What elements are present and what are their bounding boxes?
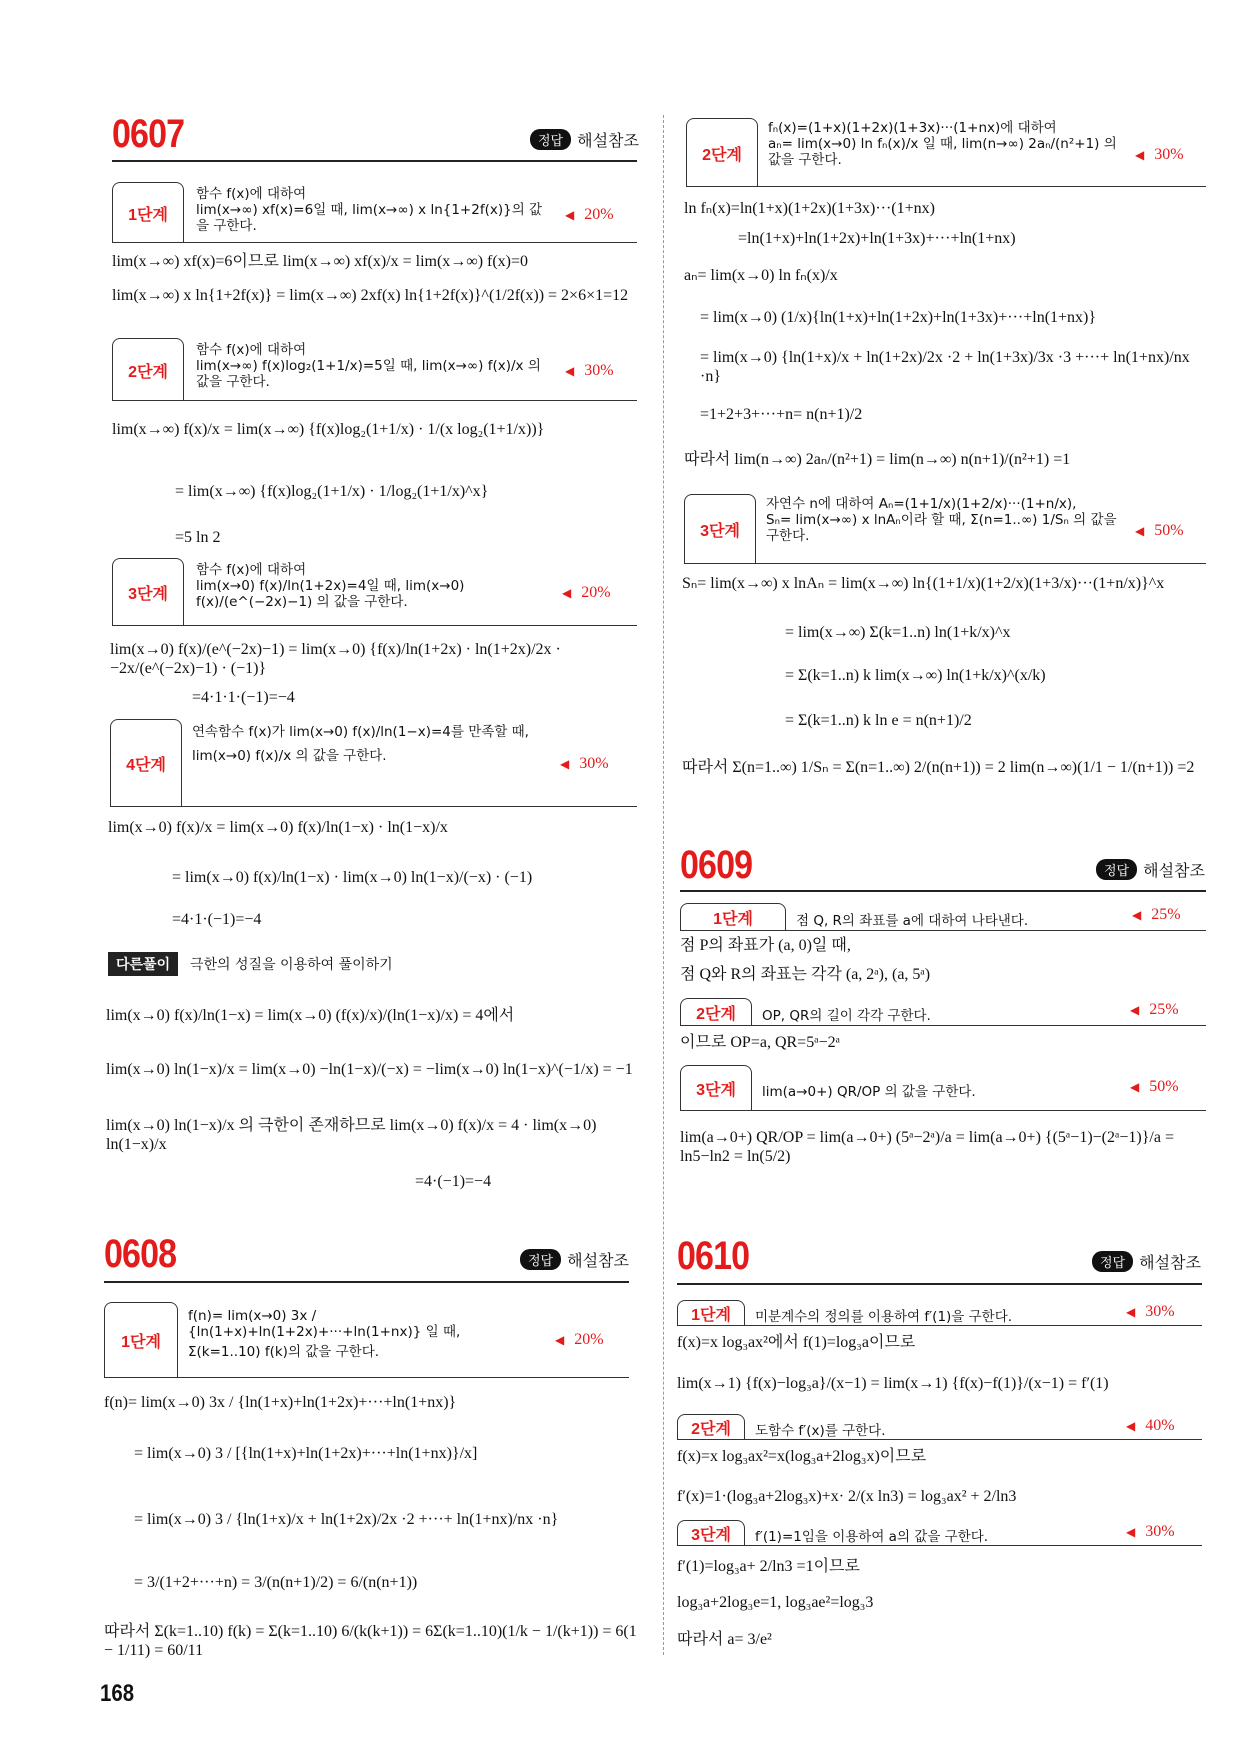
step-description bbox=[192, 724, 546, 764]
math-line: lim(x→∞) xf(x)=6이므로 lim(x→∞) xf(x)/x = lim(x→∞) f(x)=0 bbox=[112, 253, 529, 270]
step-label: 1단계 bbox=[677, 1300, 745, 1326]
math-line: =4·1·1·(−1)=−4 bbox=[192, 689, 295, 706]
triangle-left-icon: ◀ bbox=[565, 364, 575, 378]
step-label: 3단계 bbox=[677, 1520, 745, 1546]
step-description bbox=[196, 342, 551, 390]
math-line: ln fₙ(x)=ln(1+x)(1+2x)(1+3x)···(1+nx) bbox=[684, 200, 935, 217]
triangle-left-icon: ◀ bbox=[555, 1333, 565, 1347]
step-text: lim(x→∞) f(x)log₂(1+1/x)=5일 때, lim(x→∞) f(x)/x 의 값을 구한다. bbox=[196, 358, 541, 390]
triangle-left-icon: ◀ bbox=[560, 757, 570, 771]
math-line: lim(x→0) ln(1−x)/x 의 극한이 존재하므로 lim(x→0) f(x)/x = 4 · lim(x→0) ln(1−x)/x bbox=[106, 1117, 597, 1153]
step-text: OP, QR의 길이 각각 구한다. bbox=[762, 1008, 931, 1024]
step-label: 3단계 bbox=[112, 558, 184, 626]
step-text: 함수 f(x)에 대하여 bbox=[196, 562, 307, 578]
column-divider bbox=[663, 115, 664, 1655]
triangle-left-icon: ◀ bbox=[565, 208, 575, 222]
percent-value: 20% bbox=[574, 1331, 604, 1348]
math-line: =4·1·(−1)=−4 bbox=[172, 911, 262, 928]
step-percent bbox=[562, 584, 611, 602]
math-line: =4·(−1)=−4 bbox=[415, 1173, 492, 1190]
step-text: Σ(k=1..10) f(k)의 값을 구한다. bbox=[188, 1344, 380, 1360]
step-text: 미분계수의 정의를 이용하여 f′(1)을 구한다. bbox=[755, 1309, 1013, 1325]
divider bbox=[112, 400, 637, 401]
math-line: = lim(x→0) 3 / [{ln(1+x)+ln(1+2x)+···+ln(1+nx)}/x] bbox=[134, 1445, 478, 1462]
step-text: 도함수 f′(x)를 구한다. bbox=[755, 1423, 886, 1439]
percent-value: 20% bbox=[584, 206, 614, 223]
step-percent bbox=[565, 206, 614, 224]
step-text: aₙ= lim(x→0) ln fₙ(x)/x 일 때, lim(n→∞) 2aₙ/(n²+1) 의 값을 구한다. bbox=[768, 136, 1117, 168]
problem-number-0607: 0607 bbox=[112, 112, 185, 156]
step-label: 2단계 bbox=[680, 998, 752, 1026]
divider bbox=[112, 625, 637, 626]
answer-text: 해설참조 bbox=[1143, 863, 1205, 880]
math-line: 따라서 Σ(k=1..10) f(k) = Σ(k=1..10) 6/(k(k+1)) = 6Σ(k=1..10)(1/k − 1/(k+1)) = 6(1 − 1/11) = 60/11 bbox=[104, 1623, 637, 1659]
step-percent bbox=[565, 362, 614, 380]
answer-reference bbox=[1092, 1250, 1201, 1273]
math-line: = Σ(k=1..n) k ln e = n(n+1)/2 bbox=[785, 712, 972, 729]
problem-number-0610: 0610 bbox=[677, 1234, 750, 1278]
math-line: Sₙ= lim(x→∞) x lnAₙ = lim(x→∞) ln{(1+1/x)(1+2/x)(1+3/x)···(1+n/x)}^x bbox=[682, 575, 1165, 592]
math-line: lim(a→0+) QR/OP = lim(a→0+) (5ᵃ−2ᵃ)/a = lim(a→0+) {(5ᵃ−1)−(2ᵃ−1)}/a = ln5−ln2 = ln(5/2) bbox=[680, 1129, 1174, 1165]
step-text: 연속함수 f(x)가 lim(x→0) f(x)/ln(1−x)=4를 만족할 때, bbox=[192, 724, 529, 740]
math-line: = lim(x→0) {ln(1+x)/x + ln(1+2x)/2x ·2 + ln(1+3x)/3x ·3 +···+ ln(1+nx)/nx ·n} bbox=[700, 349, 1190, 385]
percent-value: 25% bbox=[1149, 1001, 1179, 1018]
answer-text: 해설참조 bbox=[1139, 1255, 1201, 1272]
divider bbox=[677, 1325, 1202, 1326]
step-text: 점 Q, R의 좌표를 a에 대하여 나타낸다. bbox=[796, 913, 1029, 929]
math-line: lim(x→∞) f(x)/x = lim(x→∞) {f(x)log₂(1+1/x) · 1/(x log₂(1+1/x))} bbox=[112, 421, 545, 438]
triangle-left-icon: ◀ bbox=[1126, 1419, 1136, 1433]
step-text: lim(x→0) f(x)/ln(1+2x)=4일 때, lim(x→0) f(x)/(e^(−2x)−1) 의 값을 구한다. bbox=[196, 578, 465, 610]
math-line: 점 P의 좌표가 (a, 0)일 때, bbox=[680, 937, 851, 954]
answer-pill: 정답 bbox=[1096, 859, 1137, 880]
math-line: log₃a+2log₃e=1, log₃ae²=log₃3 bbox=[677, 1594, 874, 1611]
answer-pill: 정답 bbox=[1092, 1251, 1133, 1272]
step-label: 1단계 bbox=[104, 1302, 178, 1378]
divider bbox=[684, 563, 1206, 564]
triangle-left-icon: ◀ bbox=[1126, 1305, 1136, 1319]
triangle-left-icon: ◀ bbox=[1130, 1003, 1140, 1017]
step-percent bbox=[1126, 1417, 1175, 1435]
step-percent bbox=[560, 755, 609, 773]
percent-value: 30% bbox=[579, 755, 609, 772]
answer-pill: 정답 bbox=[530, 129, 571, 150]
percent-value: 30% bbox=[1154, 146, 1184, 163]
triangle-left-icon: ◀ bbox=[1126, 1525, 1136, 1539]
percent-value: 25% bbox=[1151, 906, 1181, 923]
math-line: 이므로 OP=a, QR=5ᵃ−2ᵃ bbox=[680, 1034, 840, 1051]
divider bbox=[677, 1439, 1202, 1440]
step-description bbox=[196, 186, 551, 234]
step-text: 함수 f(x)에 대하여 bbox=[196, 186, 307, 202]
triangle-left-icon: ◀ bbox=[1132, 908, 1142, 922]
answer-text: 해설참조 bbox=[567, 1253, 629, 1270]
percent-value: 50% bbox=[1154, 522, 1184, 539]
triangle-left-icon: ◀ bbox=[1130, 1080, 1140, 1094]
answer-reference bbox=[520, 1248, 629, 1271]
step-text: 자연수 n에 대하여 Aₙ=(1+1/x)(1+2/x)···(1+n/x), bbox=[766, 496, 1077, 512]
step-label: 2단계 bbox=[677, 1414, 745, 1440]
step-text: lim(a→0+) QR/OP 의 값을 구한다. bbox=[762, 1084, 976, 1100]
math-line: = lim(x→0) (1/x){ln(1+x)+ln(1+2x)+ln(1+3x)+···+ln(1+nx)} bbox=[700, 309, 1097, 326]
step-label: 3단계 bbox=[680, 1065, 752, 1111]
math-line: f(x)=x log₃ax²에서 f(1)=log₃a이므로 bbox=[677, 1334, 916, 1351]
divider bbox=[677, 1545, 1202, 1546]
math-line: lim(x→∞) x ln{1+2f(x)} = lim(x→∞) 2xf(x) ln{1+2f(x)}^(1/2f(x)) = 2×6×1=12 bbox=[112, 287, 629, 304]
math-line: = 3/(1+2+···+n) = 3/(n(n+1)/2) = 6/(n(n+1)) bbox=[134, 1574, 418, 1591]
percent-value: 40% bbox=[1145, 1417, 1175, 1434]
step-label: 3단계 bbox=[684, 494, 756, 564]
divider bbox=[680, 1025, 1206, 1026]
step-text: 함수 f(x)에 대하여 bbox=[196, 342, 307, 358]
step-label: 4단계 bbox=[110, 719, 182, 807]
math-line: = lim(x→∞) {f(x)log₂(1+1/x) · 1/log₂(1+1/x)^x} bbox=[175, 483, 489, 500]
math-line: 따라서 Σ(n=1..∞) 1/Sₙ = Σ(n=1..∞) 2/(n(n+1)) = 2 lim(n→∞)(1/1 − 1/(n+1)) =2 bbox=[682, 759, 1195, 776]
step-description bbox=[188, 1308, 543, 1360]
step-percent bbox=[555, 1331, 604, 1349]
math-line: = Σ(k=1..n) k lim(x→∞) ln(1+k/x)^(x/k) bbox=[785, 667, 1046, 684]
answer-pill: 정답 bbox=[520, 1249, 561, 1270]
triangle-left-icon: ◀ bbox=[562, 586, 572, 600]
math-line: 따라서 lim(n→∞) 2aₙ/(n²+1) = lim(n→∞) n(n+1)/(n²+1) =1 bbox=[684, 451, 1071, 468]
divider bbox=[104, 1377, 629, 1378]
math-line: =ln(1+x)+ln(1+2x)+ln(1+3x)+···+ln(1+nx) bbox=[738, 230, 1016, 247]
percent-value: 20% bbox=[581, 584, 611, 601]
step-percent bbox=[1126, 1303, 1175, 1321]
page-number: 168 bbox=[100, 1680, 135, 1707]
math-line: lim(x→0) f(x)/x = lim(x→0) f(x)/ln(1−x) · ln(1−x)/x bbox=[108, 819, 448, 836]
divider bbox=[680, 1110, 1206, 1111]
step-label: 2단계 bbox=[112, 338, 184, 401]
step-text: Sₙ= lim(x→∞) x lnAₙ이라 할 때, Σ(n=1..∞) 1/Sₙ 의 값을 구한다. bbox=[766, 512, 1117, 544]
math-line: 점 Q와 R의 좌표는 각각 (a, 2ᵃ), (a, 5ᵃ) bbox=[680, 966, 931, 983]
percent-value: 50% bbox=[1149, 1078, 1179, 1095]
math-line: = lim(x→0) f(x)/ln(1−x) · lim(x→0) ln(1−x)/(−x) · (−1) bbox=[172, 869, 533, 886]
math-line: lim(x→1) {f(x)−log₃a}/(x−1) = lim(x→1) {f(x)−f(1)}/(x−1) = f′(1) bbox=[677, 1375, 1109, 1392]
percent-value: 30% bbox=[1145, 1523, 1175, 1540]
divider bbox=[680, 890, 1206, 892]
step-percent bbox=[1126, 1523, 1175, 1541]
math-line: f(x)=x log₃ax²=x(log₃a+2log₃x)이므로 bbox=[677, 1448, 927, 1465]
step-text: f′(1)=1임을 이용하여 a의 값을 구한다. bbox=[755, 1529, 989, 1545]
step-description bbox=[768, 120, 1123, 168]
math-line: f(n)= lim(x→0) 3x / {ln(1+x)+ln(1+2x)+···+ln(1+nx)} bbox=[104, 1394, 457, 1411]
divider bbox=[686, 186, 1206, 187]
math-line: = lim(x→∞) Σ(k=1..n) ln(1+k/x)^x bbox=[785, 624, 1011, 641]
step-percent bbox=[1135, 146, 1184, 164]
step-label: 1단계 bbox=[680, 903, 786, 931]
math-line: lim(x→0) f(x)/ln(1−x) = lim(x→0) (f(x)/x)/(ln(1−x)/x) = 4에서 bbox=[106, 1007, 515, 1024]
math-line: f′(1)=log₃a+ 2/ln3 =1이므로 bbox=[677, 1558, 860, 1575]
answer-text: 해설참조 bbox=[577, 133, 639, 150]
math-line: lim(x→0) f(x)/(e^(−2x)−1) = lim(x→0) {f(x)/ln(1+2x) · ln(1+2x)/2x · −2x/(e^(−2x)−1) · (−1)} bbox=[110, 641, 561, 677]
math-line: lim(x→0) ln(1−x)/x = lim(x→0) −ln(1−x)/(−x) = −lim(x→0) ln(1−x)^(−1/x) = −1 bbox=[106, 1061, 633, 1078]
divider bbox=[110, 806, 637, 807]
triangle-left-icon: ◀ bbox=[1135, 524, 1145, 538]
step-label: 1단계 bbox=[112, 182, 184, 243]
step-text: lim(x→0) f(x)/x 의 값을 구한다. bbox=[192, 748, 387, 764]
answer-reference bbox=[1096, 858, 1205, 881]
alt-solution-title: 극한의 성질을 이용하여 풀이하기 bbox=[190, 957, 393, 973]
problem-number-0608: 0608 bbox=[104, 1232, 177, 1276]
divider bbox=[112, 160, 637, 162]
step-percent bbox=[1130, 1001, 1179, 1019]
divider bbox=[677, 1283, 1202, 1285]
percent-value: 30% bbox=[1145, 1303, 1175, 1320]
problem-number-0609: 0609 bbox=[680, 843, 753, 887]
step-percent bbox=[1135, 522, 1184, 540]
step-percent bbox=[1132, 906, 1181, 924]
step-text: lim(x→∞) xf(x)=6일 때, lim(x→∞) x ln{1+2f(x)}의 값을 구한다. bbox=[196, 202, 543, 234]
step-text: fₙ(x)=(1+x)(1+2x)(1+3x)···(1+nx)에 대하여 bbox=[768, 120, 1057, 136]
math-line: 따라서 a= 3/e² bbox=[677, 1631, 772, 1648]
math-line: f′(x)=1·(log₃a+2log₃x)+x· 2/(x ln3) = log₃ax² + 2/ln3 bbox=[677, 1488, 1017, 1505]
math-line: = lim(x→0) 3 / {ln(1+x)/x + ln(1+2x)/2x ·2 +···+ ln(1+nx)/nx ·n} bbox=[134, 1511, 559, 1528]
step-label: 2단계 bbox=[686, 118, 758, 187]
divider bbox=[680, 930, 1206, 931]
percent-value: 30% bbox=[584, 362, 614, 379]
math-line: =1+2+3+···+n= n(n+1)/2 bbox=[700, 406, 863, 423]
step-percent bbox=[1130, 1078, 1179, 1096]
step-text: f(n)= lim(x→0) 3x / {ln(1+x)+ln(1+2x)+···+ln(1+nx)} 일 때, bbox=[188, 1308, 461, 1340]
alt-solution-label: 다른풀이 bbox=[108, 952, 178, 976]
answer-reference bbox=[530, 128, 639, 151]
divider bbox=[104, 1281, 629, 1283]
step-description bbox=[196, 562, 548, 610]
math-line: aₙ= lim(x→0) ln fₙ(x)/x bbox=[684, 267, 838, 284]
step-description bbox=[766, 496, 1123, 544]
math-line: =5 ln 2 bbox=[175, 529, 221, 546]
divider bbox=[112, 242, 637, 243]
triangle-left-icon: ◀ bbox=[1135, 148, 1145, 162]
